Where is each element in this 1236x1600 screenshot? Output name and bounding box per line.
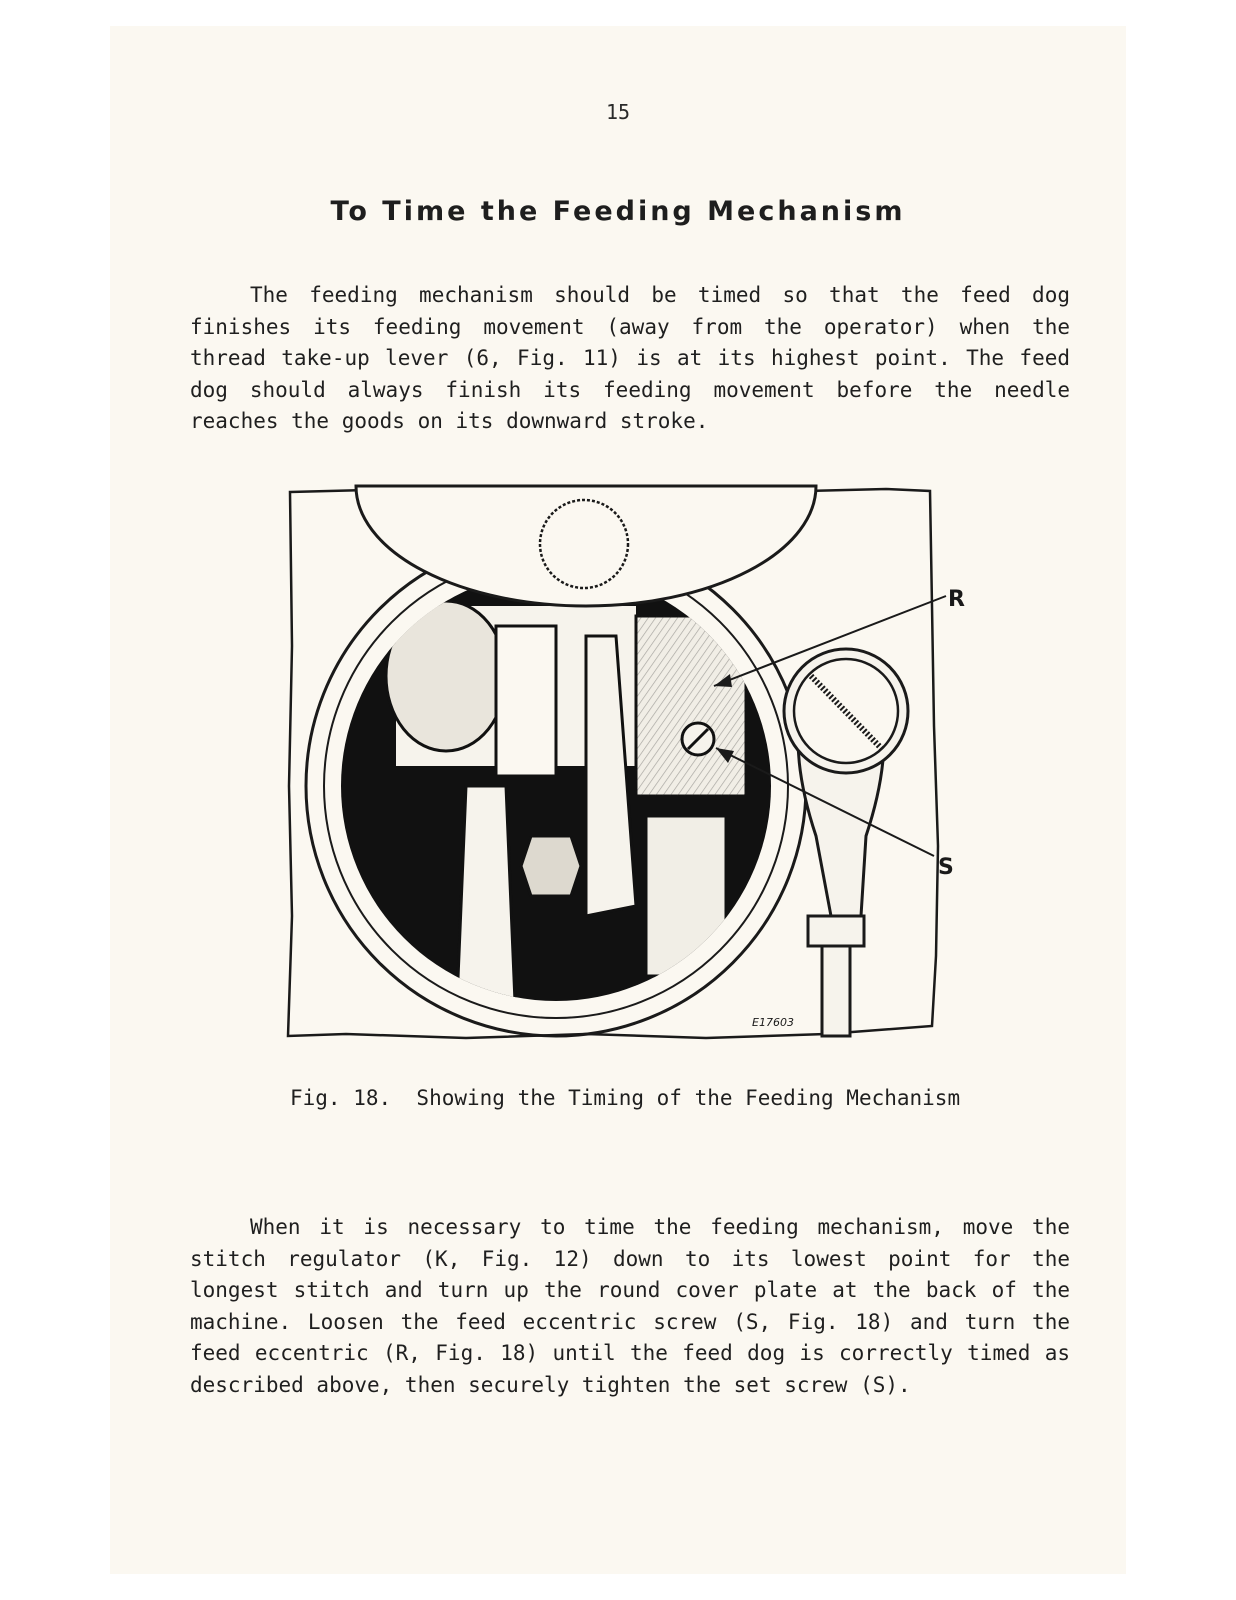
section-heading: To Time the Feeding Mechanism: [330, 196, 906, 227]
figure-feeding-mechanism: [286, 486, 965, 1046]
top-knob: [540, 500, 628, 588]
figure-caption: Fig. 18. Showing the Timing of the Feeding Mechanism: [290, 1086, 961, 1110]
page-number: 15: [605, 100, 631, 124]
paragraph-intro: The feeding mechanism should be timed so that the feed dog finishes its feeding movement (away from the operator) when the thread take-up lever (6, Fig. 11) is at its highest point. The feed dog should always finish its feeding movement before the needle reaches the goods on its downward stroke.: [190, 283, 1070, 433]
label-r: R: [948, 587, 965, 612]
mechanism-illustration: [286, 486, 965, 1046]
lever-rod: [822, 946, 850, 1036]
figure-code: E17603: [752, 1016, 794, 1029]
paragraph-procedure: When it is necessary to time the feeding mechanism, move the stitch regulator (K, Fig. 12) down to its lowest point for the longest stitch and turn up the round cover plate at the back of the machine. Loosen the feed eccentric screw (S, Fig. 18) and turn the feed eccentric (R, Fig. 18) until the feed dog is correctly timed as described above, then securely tighten the set screw (S).: [190, 1215, 1070, 1397]
label-s: S: [938, 855, 954, 880]
lever-collar: [808, 916, 864, 946]
